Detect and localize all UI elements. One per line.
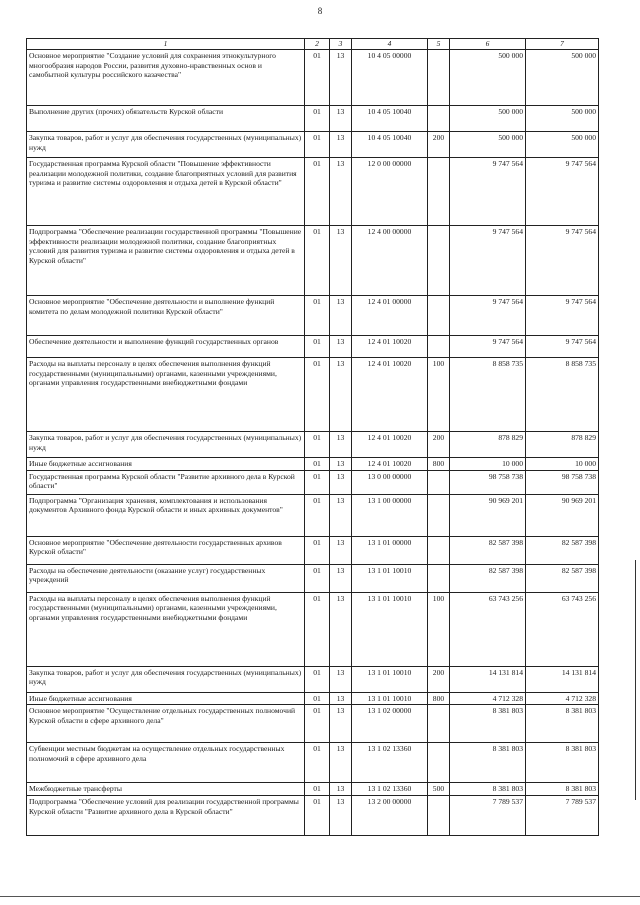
cell-vr: 100 — [428, 592, 450, 666]
cell-vr — [428, 743, 450, 783]
cell-csr: 10 4 05 00000 — [352, 49, 428, 105]
cell-csr: 13 1 02 00000 — [352, 705, 428, 743]
table-row — [27, 692, 599, 705]
cell-sum2: 8 381 803 — [526, 783, 599, 796]
cell-rz: 01 — [305, 295, 330, 335]
cell-vr — [428, 105, 450, 131]
cell-sum1: 500 000 — [450, 131, 526, 157]
cell-sum1: 9 747 564 — [450, 295, 526, 335]
cell-vr — [428, 564, 450, 592]
right-edge-mark — [635, 560, 636, 800]
cell-rz: 01 — [305, 431, 330, 457]
cell-pr: 13 — [330, 357, 352, 431]
cell-name: Расходы на выплаты персоналу в целях обеспечения выполнения функций государственными (муниципальными) органами, казенными учреждениями, органами управления государственными внебюджетными фондами — [27, 357, 305, 431]
cell-csr: 13 1 00 00000 — [352, 494, 428, 536]
cell-sum2: 63 743 256 — [526, 592, 599, 666]
cell-sum1: 7 789 537 — [450, 796, 526, 836]
budget-table — [26, 38, 599, 836]
cell-sum2: 10 000 — [526, 457, 599, 470]
cell-sum1: 82 587 398 — [450, 536, 526, 564]
cell-name: Государственная программа Курской области "Развитие архивного дела в Курской области" — [27, 470, 305, 494]
cell-pr: 13 — [330, 592, 352, 666]
cell-sum1: 9 747 564 — [450, 335, 526, 357]
cell-pr: 13 — [330, 105, 352, 131]
table-row — [27, 49, 599, 105]
cell-vr — [428, 49, 450, 105]
table-row — [27, 494, 599, 536]
cell-pr: 13 — [330, 796, 352, 836]
cell-rz: 01 — [305, 49, 330, 105]
cell-csr: 13 1 01 10010 — [352, 666, 428, 692]
cell-sum1: 500 000 — [450, 105, 526, 131]
cell-csr: 13 1 01 00000 — [352, 536, 428, 564]
cell-name: Подпрограмма "Обеспечение реализации государственной программы "Повышение эффективности реализации молодежной политики, создание благоприятных условий для развития туризма и развитие системы оздоровления и отдыха детей в Курской области" — [27, 225, 305, 295]
cell-sum1: 8 381 803 — [450, 743, 526, 783]
cell-sum2: 878 829 — [526, 431, 599, 457]
header-col-5: 5 — [428, 39, 450, 50]
cell-sum1: 9 747 564 — [450, 225, 526, 295]
cell-vr — [428, 225, 450, 295]
cell-csr: 12 4 00 00000 — [352, 225, 428, 295]
table-row — [27, 796, 599, 836]
cell-rz: 01 — [305, 131, 330, 157]
cell-csr: 10 4 05 10040 — [352, 105, 428, 131]
cell-rz: 01 — [305, 157, 330, 225]
cell-vr: 200 — [428, 431, 450, 457]
cell-sum1: 90 969 201 — [450, 494, 526, 536]
cell-pr: 13 — [330, 157, 352, 225]
cell-name: Субвенции местным бюджетам на осуществление отдельных государственных полномочий в сфере архивного дела — [27, 743, 305, 783]
table-row — [27, 295, 599, 335]
table-row — [27, 457, 599, 470]
table-row — [27, 335, 599, 357]
cell-sum1: 4 712 328 — [450, 692, 526, 705]
header-col-3: 3 — [330, 39, 352, 50]
cell-sum2: 500 000 — [526, 131, 599, 157]
cell-pr: 13 — [330, 225, 352, 295]
table-row — [27, 564, 599, 592]
cell-pr: 13 — [330, 692, 352, 705]
table-row — [27, 783, 599, 796]
cell-vr — [428, 796, 450, 836]
table-row — [27, 536, 599, 564]
cell-pr: 13 — [330, 494, 352, 536]
header-col-4: 4 — [352, 39, 428, 50]
cell-pr: 13 — [330, 743, 352, 783]
cell-pr: 13 — [330, 705, 352, 743]
cell-sum2: 9 747 564 — [526, 295, 599, 335]
cell-rz: 01 — [305, 743, 330, 783]
cell-csr: 13 0 00 00000 — [352, 470, 428, 494]
cell-rz: 01 — [305, 796, 330, 836]
cell-vr — [428, 157, 450, 225]
cell-sum1: 8 381 803 — [450, 783, 526, 796]
cell-csr: 13 2 00 00000 — [352, 796, 428, 836]
cell-vr — [428, 295, 450, 335]
cell-csr: 13 1 02 13360 — [352, 783, 428, 796]
cell-name: Расходы на выплаты персоналу в целях обеспечения выполнения функций государственными (муниципальными) органами, казенными учреждениями, органами управления государственными внебюджетными фондами — [27, 592, 305, 666]
table-row — [27, 666, 599, 692]
header-col-7: 7 — [526, 39, 599, 50]
cell-name: Иные бюджетные ассигнования — [27, 457, 305, 470]
cell-pr: 13 — [330, 131, 352, 157]
cell-pr: 13 — [330, 564, 352, 592]
cell-vr — [428, 470, 450, 494]
cell-sum2: 8 381 803 — [526, 743, 599, 783]
cell-sum1: 878 829 — [450, 431, 526, 457]
cell-vr: 800 — [428, 692, 450, 705]
cell-rz: 01 — [305, 536, 330, 564]
cell-sum2: 8 858 735 — [526, 357, 599, 431]
cell-rz: 01 — [305, 457, 330, 470]
cell-csr: 13 1 01 10010 — [352, 564, 428, 592]
cell-name: Выполнение других (прочих) обязательств Курской области — [27, 105, 305, 131]
cell-sum2: 82 587 398 — [526, 564, 599, 592]
cell-name: Основное мероприятие "Создание условий для сохранения этнокультурного многообразия народов России, развития духовно-нравственных основ и самобытной культуры российского казачества" — [27, 49, 305, 105]
cell-vr — [428, 335, 450, 357]
cell-sum1: 63 743 256 — [450, 592, 526, 666]
cell-sum2: 9 747 564 — [526, 335, 599, 357]
table-row — [27, 592, 599, 666]
cell-rz: 01 — [305, 592, 330, 666]
page-bottom-line — [0, 896, 640, 897]
cell-rz: 01 — [305, 357, 330, 431]
cell-pr: 13 — [330, 457, 352, 470]
page-number: 8 — [317, 6, 323, 16]
cell-sum2: 500 000 — [526, 49, 599, 105]
cell-pr: 13 — [330, 431, 352, 457]
cell-name: Подпрограмма "Организация хранения, комплектования и использования документов Архивного фонда Курской области и иных архивных документов" — [27, 494, 305, 536]
cell-rz: 01 — [305, 783, 330, 796]
cell-csr: 12 0 00 00000 — [352, 157, 428, 225]
cell-csr: 13 1 02 13360 — [352, 743, 428, 783]
cell-sum2: 82 587 398 — [526, 536, 599, 564]
cell-csr: 13 1 01 10010 — [352, 692, 428, 705]
cell-sum2: 500 000 — [526, 105, 599, 131]
cell-csr: 13 1 01 10010 — [352, 592, 428, 666]
cell-name: Закупка товаров, работ и услуг для обеспечения государственных (муниципальных) нужд — [27, 431, 305, 457]
cell-name: Основное мероприятие "Обеспечение деятельности государственных архивов Курской области" — [27, 536, 305, 564]
cell-pr: 13 — [330, 470, 352, 494]
cell-csr: 10 4 05 10040 — [352, 131, 428, 157]
table-row — [27, 470, 599, 494]
cell-rz: 01 — [305, 225, 330, 295]
cell-pr: 13 — [330, 666, 352, 692]
cell-name: Подпрограмма "Обеспечение условий для реализации государственной программы Курской области "Развитие архивного дела в Курской области" — [27, 796, 305, 836]
cell-name: Государственная программа Курской области "Повышение эффективности реализации молодежной политики, создание благоприятных условий для развития туризма и развитие системы оздоровления и отдыха детей в Курской области" — [27, 157, 305, 225]
cell-sum1: 98 758 738 — [450, 470, 526, 494]
table-row — [27, 431, 599, 457]
cell-sum2: 98 758 738 — [526, 470, 599, 494]
cell-sum2: 9 747 564 — [526, 157, 599, 225]
cell-rz: 01 — [305, 692, 330, 705]
cell-csr: 12 4 01 00000 — [352, 295, 428, 335]
table-row — [27, 105, 599, 131]
cell-rz: 01 — [305, 494, 330, 536]
cell-vr — [428, 705, 450, 743]
table-row — [27, 705, 599, 743]
cell-sum1: 9 747 564 — [450, 157, 526, 225]
table-row — [27, 357, 599, 431]
cell-vr: 200 — [428, 131, 450, 157]
cell-name: Иные бюджетные ассигнования — [27, 692, 305, 705]
cell-sum2: 14 131 814 — [526, 666, 599, 692]
cell-sum1: 14 131 814 — [450, 666, 526, 692]
header-col-1: 1 — [27, 39, 305, 50]
cell-sum2: 8 381 803 — [526, 705, 599, 743]
cell-pr: 13 — [330, 295, 352, 335]
cell-name: Основное мероприятие "Осуществление отдельных государственных полномочий Курской области в сфере архивного дела" — [27, 705, 305, 743]
cell-pr: 13 — [330, 536, 352, 564]
table-header-row — [27, 39, 599, 50]
cell-csr: 12 4 01 10020 — [352, 357, 428, 431]
cell-rz: 01 — [305, 105, 330, 131]
cell-name: Обеспечение деятельности и выполнение функций государственных органов — [27, 335, 305, 357]
table-row — [27, 157, 599, 225]
table-row — [27, 131, 599, 157]
cell-rz: 01 — [305, 470, 330, 494]
cell-pr: 13 — [330, 783, 352, 796]
cell-sum2: 7 789 537 — [526, 796, 599, 836]
cell-rz: 01 — [305, 564, 330, 592]
header-col-2: 2 — [305, 39, 330, 50]
cell-name: Расходы на обеспечение деятельности (оказание услуг) государственных учреждений — [27, 564, 305, 592]
cell-sum1: 500 000 — [450, 49, 526, 105]
cell-csr: 12 4 01 10020 — [352, 457, 428, 470]
cell-vr: 800 — [428, 457, 450, 470]
cell-sum1: 10 000 — [450, 457, 526, 470]
cell-name: Основное мероприятие "Обеспечение деятельности и выполнение функций комитета по делам молодежной политики Курской области" — [27, 295, 305, 335]
table-row — [27, 743, 599, 783]
cell-sum1: 82 587 398 — [450, 564, 526, 592]
cell-name: Закупка товаров, работ и услуг для обеспечения государственных (муниципальных) нужд — [27, 131, 305, 157]
cell-vr — [428, 494, 450, 536]
cell-csr: 12 4 01 10020 — [352, 431, 428, 457]
cell-sum2: 90 969 201 — [526, 494, 599, 536]
cell-sum2: 4 712 328 — [526, 692, 599, 705]
cell-pr: 13 — [330, 49, 352, 105]
cell-rz: 01 — [305, 335, 330, 357]
cell-vr: 200 — [428, 666, 450, 692]
cell-name: Закупка товаров, работ и услуг для обеспечения государственных (муниципальных) нужд — [27, 666, 305, 692]
cell-name: Межбюджетные трансферты — [27, 783, 305, 796]
cell-vr: 500 — [428, 783, 450, 796]
cell-vr: 100 — [428, 357, 450, 431]
cell-sum1: 8 858 735 — [450, 357, 526, 431]
table-row — [27, 225, 599, 295]
cell-rz: 01 — [305, 666, 330, 692]
cell-csr: 12 4 01 10020 — [352, 335, 428, 357]
header-col-6: 6 — [450, 39, 526, 50]
cell-sum1: 8 381 803 — [450, 705, 526, 743]
cell-pr: 13 — [330, 335, 352, 357]
cell-sum2: 9 747 564 — [526, 225, 599, 295]
cell-rz: 01 — [305, 705, 330, 743]
cell-vr — [428, 536, 450, 564]
